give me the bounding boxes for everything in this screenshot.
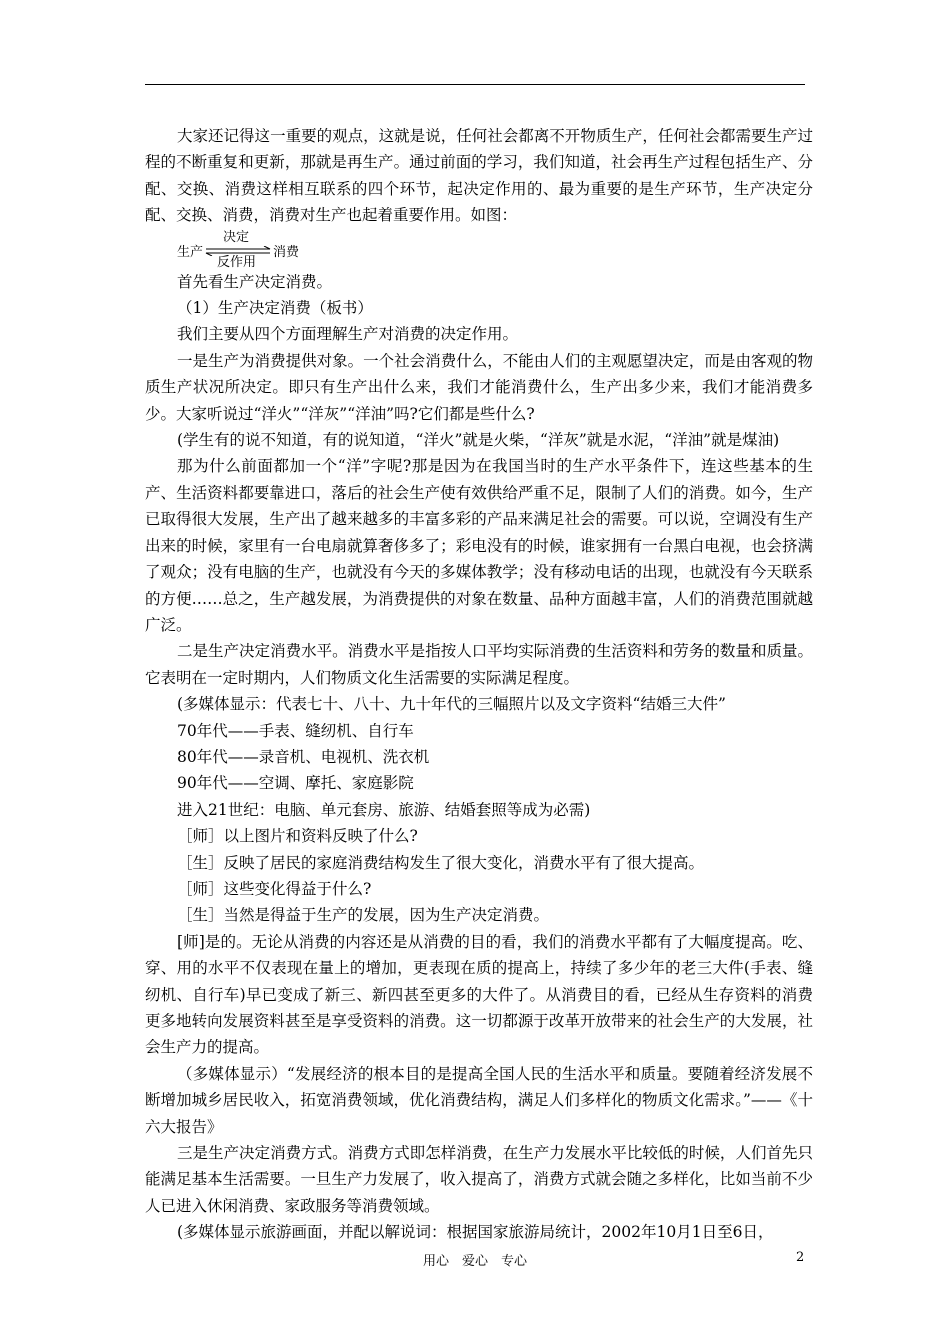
dialogue-line: ［生］当然是得益于生产的发展，因为生产决定消费。 (177, 906, 550, 925)
footer-motto: 用心 爱心 专心 (422, 1254, 527, 1269)
paragraph: [师]是的。无论从消费的内容还是从消费的目的看，我们的消费水平都有了大幅度提高。吃、穿、用的水平不仅表现在量上的增加，更表现在质的提高上，持续了多少年的老三大件(手表、缝纫机、自行车)早已变成了新三、新四甚至更多的大件了。从消费目的看，已经从生存资料的消费更多地转向发展资料甚至是享受资料的消费。这一切都源于改革开放带来的社会生产的大发展，社会生产力的提高。 (145, 932, 813, 1057)
diagram-bottom-label: 反作用 (217, 254, 257, 270)
header-rule (145, 84, 805, 85)
paragraph: （多媒体显示）“发展经济的根本目的是提高全国人民的生活水平和质量。要随着经济发展不断增加城乡居民收入，拓宽消费领域，优化消费结构，满足人们多样化的物质文化需求。”——《十六大报告》 (145, 1064, 813, 1136)
list-item: 80年代——录音机、电视机、洗衣机 (177, 747, 430, 766)
paragraph: (学生有的说不知道，有的说知道，“洋火”就是火柴，“洋灰”就是水泥，“洋油”就是煤油) (177, 431, 780, 450)
list-item: 90年代——空调、摩托、家庭影院 (177, 774, 414, 793)
page-number: 2 (796, 1250, 805, 1265)
diagram-left-label: 生产 (177, 244, 204, 260)
paragraph: 首先看生产决定消费。 (177, 272, 333, 291)
paragraph: 大家还记得这一重要的观点，这就是说，任何社会都离不开物质生产，任何社会都需要生产过程的不断重复和更新，那就是再生产。通过前面的学习，我们知道，社会再生产过程包括生产、分配、交换、消费这样相互联系的四个环节，起决定作用的、最为重要的是生产环节，生产决定分配、交换、消费，消费对生产也起着重要作用。如图： (145, 127, 813, 225)
dialogue-line: ［师］以上图片和资料反映了什么? (177, 827, 418, 846)
dialogue-line: ［师］这些变化得益于什么? (177, 879, 372, 898)
production-consumption-diagram (145, 229, 813, 270)
paragraph: 二是生产决定消费水平。消费水平是指按人口平均实际消费的生活资料和劳务的数量和质量。它表明在一定时期内，人们物质文化生活需要的实际满足程度。 (145, 642, 813, 687)
list-item: 进入21世纪：电脑、单元套房、旅游、结婚套照等成为必需) (177, 800, 591, 819)
paragraph: （1）生产决定消费（板书） (177, 299, 373, 318)
paragraph: (多媒体显示旅游画面，并配以解说词：根据国家旅游局统计，2002年10月1日至6日， (177, 1223, 774, 1242)
diagram-right-label: 消费 (273, 244, 300, 260)
page-body (145, 123, 813, 1246)
dialogue-line: ［生］反映了居民的家庭消费结构发生了很大变化，消费水平有了很大提高。 (177, 853, 705, 872)
list-item: 70年代——手表、缝纫机、自行车 (177, 721, 414, 740)
paragraph: 那为什么前面都加一个“洋”字呢?那是因为在我国当时的生产水平条件下，连这些基本的生产、生活资料都要靠进口，落后的社会生产使有效供给严重不足，限制了人们的消费。如今，生产已取得很大发展，生产出了越来越多的丰富多彩的产品来满足社会的需要。可以说，空调没有生产出来的时候，家里有一台电扇就算奢侈多了；彩电没有的时候，谁家拥有一台黑白电视，也会挤满了观众；没有电脑的生产，也就没有今天的多媒体教学；没有移动电话的出现，也就没有今天联系的方便……总之，生产越发展，为消费提供的对象在数量、品种方面越丰富，人们的消费范围就越广泛。 (145, 457, 813, 634)
diagram-top-label: 决定 (223, 229, 250, 245)
paragraph: 我们主要从四个方面理解生产对消费的决定作用。 (177, 325, 519, 344)
paragraph: (多媒体显示：代表七十、八十、九十年代的三幅照片以及文字资料“结婚三大件” (177, 695, 726, 714)
paragraph: 一是生产为消费提供对象。一个社会消费什么，不能由人们的主观愿望决定，而是由客观的物质生产状况所决定。即只有生产出什么来，我们才能消费什么，生产出多少来，我们才能消费多少。大家听说过“洋火”“洋灰”“洋油”吗?它们都是些什么? (145, 351, 813, 423)
paragraph: 三是生产决定消费方式。消费方式即怎样消费，在生产力发展水平比较低的时候，人们首先只能满足基本生活需要。一旦生产力发展了，收入提高了，消费方式就会随之多样化，比如当前不少人已进入休闲消费、家政服务等消费领域。 (145, 1144, 813, 1215)
